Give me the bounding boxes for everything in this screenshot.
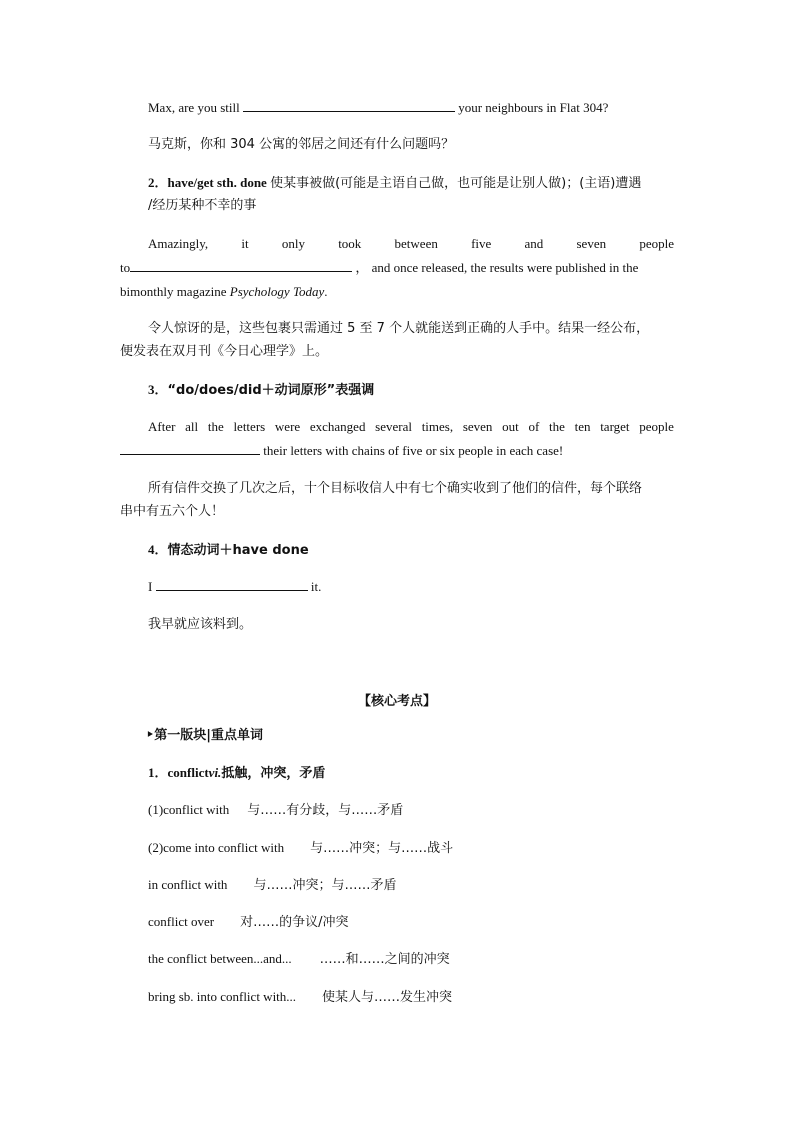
sentence-2-en-line-2 bbox=[120, 259, 638, 277]
word: seven bbox=[576, 236, 607, 251]
word: exchanged bbox=[309, 419, 366, 434]
sentence-2-cn-line-2: 便发表在双月刊《今日心理学》上。 bbox=[120, 344, 329, 359]
sentence-1-en-after: your neighbours in Flat 304? bbox=[458, 100, 609, 115]
word: the bbox=[549, 419, 565, 434]
sentence-3-en-line-2-after: their letters with chains of five or six people in each case! bbox=[263, 443, 564, 458]
period: . bbox=[324, 284, 328, 299]
core-block-heading: ‣第一版块|重点单词 bbox=[146, 728, 264, 743]
word: letters bbox=[233, 419, 266, 434]
word: between bbox=[394, 236, 438, 251]
phrase-cn: 与……有分歧，与……矛盾 bbox=[247, 803, 404, 818]
core-title: 【核心考点】 bbox=[357, 694, 436, 709]
section-2-desc: 使某事被做(可能是主语自己做，也可能是让别人做)；(主语)遭遇 bbox=[270, 176, 642, 191]
word: were bbox=[274, 419, 301, 434]
sentence-4-en-before: I bbox=[148, 579, 153, 594]
section-3-heading bbox=[148, 381, 374, 400]
word: seven bbox=[462, 419, 493, 434]
fill-blank-2[interactable] bbox=[130, 259, 352, 272]
sentence-2-cn-line-1: 令人惊讶的是，这些包裹只需通过 5 至 7 个人就能送到正确的人手中。结果一经公布， bbox=[148, 321, 650, 336]
word: the bbox=[207, 419, 224, 434]
word: people bbox=[639, 236, 674, 251]
section-3-number: 3． bbox=[148, 382, 168, 397]
phrase-row bbox=[148, 988, 452, 1007]
core-item-meaning: 抵触，冲突，矛盾 bbox=[221, 766, 326, 781]
fill-blank-4[interactable] bbox=[156, 578, 308, 591]
phrase-row bbox=[148, 839, 453, 858]
word: several bbox=[375, 419, 412, 434]
word: target bbox=[600, 419, 630, 434]
phrase-en: (1)conflict with bbox=[148, 802, 230, 817]
phrase-en: in conflict with bbox=[148, 877, 228, 892]
sentence-2-en-line-1 bbox=[148, 235, 674, 253]
phrase-cn: 与……冲突；与……矛盾 bbox=[253, 878, 397, 893]
word: Amazingly, bbox=[148, 236, 209, 251]
section-2-head: have/get sth. done bbox=[167, 175, 267, 190]
section-2-desc-2: /经历某种不幸的事 bbox=[148, 198, 257, 213]
word: of bbox=[528, 419, 540, 434]
section-2-heading bbox=[148, 174, 641, 193]
sentence-2-en-line-3 bbox=[120, 283, 328, 301]
phrase-row bbox=[148, 950, 450, 969]
phrase-en: the conflict between...and... bbox=[148, 951, 292, 966]
word: people bbox=[639, 419, 674, 434]
fill-blank-1[interactable] bbox=[243, 99, 455, 112]
sentence-3-cn-line-2: 串中有五六个人！ bbox=[120, 504, 225, 519]
phrase-en: bring sb. into conflict with... bbox=[148, 989, 297, 1004]
sentence-1-en bbox=[148, 99, 608, 117]
sentence-4-en-after: it. bbox=[310, 579, 322, 594]
sentence-3-en-line-1 bbox=[148, 418, 674, 436]
section-2-number: 2． bbox=[148, 175, 168, 190]
word: out bbox=[502, 419, 519, 434]
word: only bbox=[281, 236, 305, 251]
sentence-4-cn: 我早就应该料到。 bbox=[148, 617, 253, 632]
word: ten bbox=[574, 419, 591, 434]
phrase-en: conflict over bbox=[148, 914, 215, 929]
sentence-1-cn: 马克斯，你和 304 公寓的邻居之间还有什么问题吗？ bbox=[148, 137, 455, 152]
phrase-row bbox=[148, 876, 396, 895]
word: it bbox=[241, 236, 249, 251]
section-4-heading bbox=[148, 541, 309, 560]
core-item-1 bbox=[148, 764, 325, 783]
section-4-number: 4． bbox=[148, 542, 168, 557]
phrase-row bbox=[148, 913, 348, 932]
word: five bbox=[471, 236, 492, 251]
sentence-2-en-line-3-before: bimonthly magazine bbox=[120, 284, 230, 299]
word: times, bbox=[421, 419, 454, 434]
phrase-en: (2)come into conflict with bbox=[148, 840, 285, 855]
core-item-pos: vi. bbox=[208, 765, 222, 780]
sentence-3-en-line-2 bbox=[120, 442, 563, 460]
core-item-word: conflict bbox=[167, 765, 209, 780]
phrase-cn: 与……冲突；与……战斗 bbox=[310, 841, 454, 856]
word: took bbox=[338, 236, 362, 251]
sentence-1-en-before: Max, are you still bbox=[148, 100, 240, 115]
phrase-cn: ……和……之间的冲突 bbox=[319, 952, 450, 967]
section-4-head: 情态动词＋have done bbox=[167, 543, 309, 558]
sentence-2-en-line-2-after: ， and once released, the results were published in the bbox=[355, 260, 639, 275]
word: and bbox=[524, 236, 544, 251]
word: all bbox=[185, 419, 199, 434]
magazine-title: Psychology Today bbox=[229, 284, 325, 299]
core-item-number: 1． bbox=[148, 765, 168, 780]
phrase-row bbox=[148, 801, 403, 820]
sentence-3-cn-line-1: 所有信件交换了几次之后，十个目标收信人中有七个确实收到了他们的信件，每个联络 bbox=[148, 481, 643, 496]
fill-blank-3[interactable] bbox=[120, 442, 260, 455]
phrase-cn: 使某人与……发生冲突 bbox=[322, 990, 453, 1005]
phrase-cn: 对……的争议/冲突 bbox=[240, 915, 349, 930]
section-3-head: “do/does/did＋动词原形”表强调 bbox=[167, 383, 375, 398]
sentence-4-en bbox=[148, 578, 321, 596]
sentence-2-to: to bbox=[120, 260, 131, 275]
word: After bbox=[148, 419, 176, 434]
